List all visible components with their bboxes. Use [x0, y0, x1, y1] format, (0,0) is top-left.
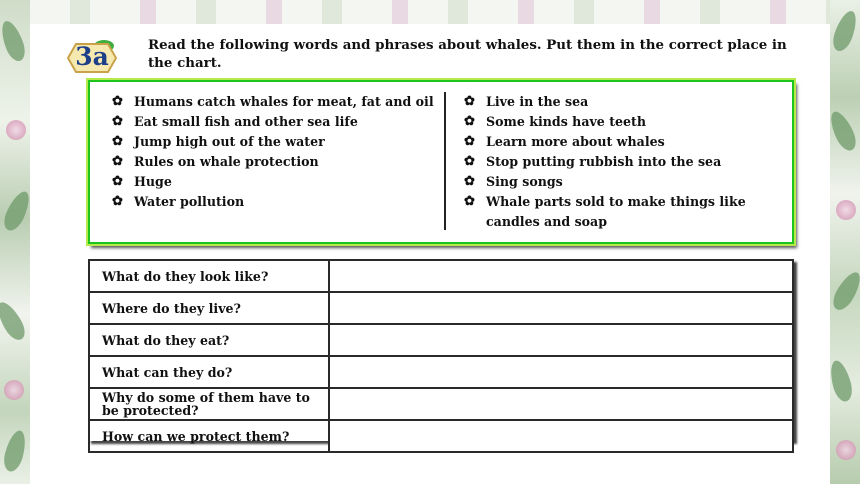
answer-cell[interactable]	[329, 292, 793, 324]
word-bank-right-column	[462, 92, 782, 232]
table-row	[89, 420, 793, 452]
right-decorative-border	[830, 0, 860, 484]
flower-decoration	[836, 440, 856, 460]
question-cell: What can they do?	[89, 356, 329, 388]
flower-icon: ✿	[112, 134, 123, 149]
word-bank-item-text: Stop putting rubbish into the sea	[486, 154, 722, 169]
answer-cell[interactable]	[329, 356, 793, 388]
word-bank-item-text: Rules on whale protection	[134, 154, 319, 169]
word-bank-item-text: Whale parts sold to make things like candles and soap	[486, 194, 746, 229]
word-bank-divider	[444, 92, 446, 230]
leaf-decoration	[0, 188, 30, 234]
exercise-badge	[64, 38, 120, 78]
flower-decoration	[836, 200, 856, 220]
leaf-decoration	[830, 108, 860, 154]
word-bank-item	[110, 132, 440, 152]
flower-icon: ✿	[112, 174, 123, 189]
leaf-decoration	[830, 358, 855, 403]
word-bank-item	[110, 92, 440, 112]
leaf-decoration	[830, 8, 860, 54]
word-bank-left-column	[110, 92, 440, 212]
word-bank-item	[462, 112, 782, 132]
word-bank-item	[462, 172, 782, 192]
answer-cell[interactable]	[329, 388, 793, 420]
question-cell: What do they eat?	[89, 324, 329, 356]
answer-cell[interactable]	[329, 324, 793, 356]
word-bank-item	[110, 112, 440, 132]
word-bank-item-text: Jump high out of the water	[134, 134, 325, 149]
word-bank-item-text: Sing songs	[486, 174, 563, 189]
word-bank-item-text: Learn more about whales	[486, 134, 665, 149]
flower-icon: ✿	[112, 194, 123, 209]
question-cell: What do they look like?	[89, 260, 329, 292]
leaf-decoration	[1, 428, 29, 473]
leaf-decoration	[0, 298, 29, 343]
flower-icon: ✿	[112, 94, 123, 109]
flower-icon: ✿	[464, 94, 475, 109]
flower-icon: ✿	[464, 154, 475, 169]
instruction-text: Read the following words and phrases about whales. Put them in the correct place in the chart.	[148, 37, 787, 71]
leaf-decoration	[830, 268, 860, 313]
flower-icon: ✿	[464, 174, 475, 189]
word-bank-item	[110, 192, 440, 212]
flower-icon: ✿	[112, 114, 123, 129]
flower-decoration	[6, 120, 26, 140]
top-decorative-strip	[30, 0, 830, 26]
question-cell: How can we protect them?	[89, 420, 329, 452]
word-bank-item	[462, 92, 782, 112]
word-bank-item	[462, 192, 782, 232]
question-cell: Where do they live?	[89, 292, 329, 324]
table-row	[89, 388, 793, 420]
flower-icon: ✿	[464, 194, 475, 209]
left-decorative-border	[0, 0, 30, 484]
answer-cell[interactable]	[329, 260, 793, 292]
flower-icon: ✿	[112, 154, 123, 169]
word-bank-item	[462, 152, 782, 172]
word-bank-item	[462, 132, 782, 152]
word-bank-item-text: Water pollution	[134, 194, 245, 209]
word-bank-item	[110, 152, 440, 172]
exercise-number: 3a	[75, 42, 109, 71]
table-row	[89, 356, 793, 388]
answer-chart	[88, 259, 794, 444]
table-row	[89, 292, 793, 324]
word-bank-item-text: Eat small fish and other sea life	[134, 114, 358, 129]
word-bank-item-text: Live in the sea	[486, 94, 589, 109]
word-bank-item	[110, 172, 440, 192]
answer-table	[88, 259, 794, 453]
word-bank-item-text: Humans catch whales for meat, fat and oil	[134, 94, 434, 109]
word-bank-item-text: Huge	[134, 174, 172, 189]
flower-icon: ✿	[464, 114, 475, 129]
answer-cell[interactable]	[329, 420, 793, 452]
word-bank-item-text: Some kinds have teeth	[486, 114, 647, 129]
leaf-decoration	[0, 18, 29, 64]
table-row	[89, 260, 793, 292]
flower-decoration	[4, 380, 24, 400]
flower-icon: ✿	[464, 134, 475, 149]
question-cell: Why do some of them have to be protected?	[89, 388, 329, 420]
table-row	[89, 324, 793, 356]
